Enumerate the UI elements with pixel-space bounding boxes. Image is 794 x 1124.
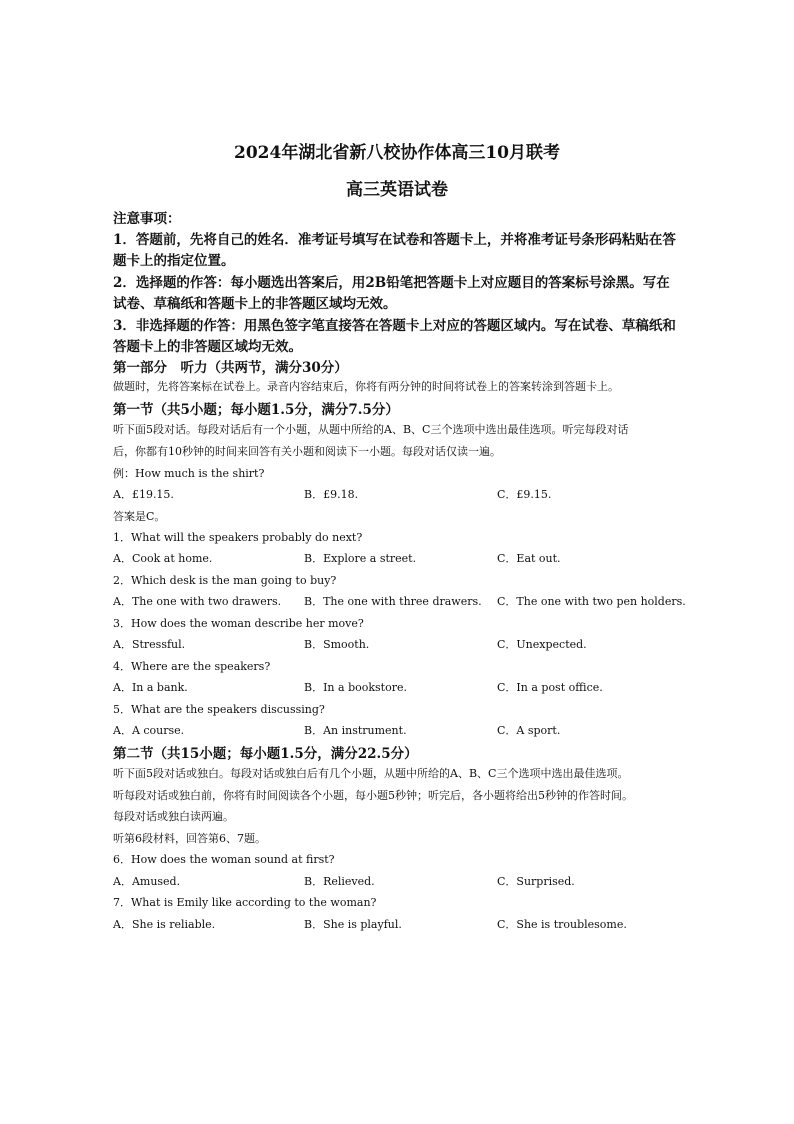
question-4: 4．Where are the speakers? [113,660,271,673]
q3-option-a: A．Stressful. [113,638,186,651]
question-1: 1．What will the speakers probably do next? [113,531,363,544]
notes-line: 1．答题前，先将自己的姓名．准考证号填写在试卷和答题卡上，并将准考证号条形码粘贴在答 [113,232,676,248]
notes-line: 答题卡上的非答题区域均无效。 [113,339,302,355]
question-5: 5．What are the speakers discussing? [113,703,325,716]
question-2: 2．Which desk is the man going to buy? [113,574,337,587]
q4-option-c: C．In a post office. [497,681,603,694]
q2-option-a: A．The one with two drawers. [113,595,282,608]
question-6: 6．How does the woman sound at first? [113,853,335,866]
example-option-a: A．£19.15. [113,488,174,501]
part1-instruction: 做题时，先将答案标在试卷上。录音内容结束后，你将有两分钟的时间将试卷上的答案转涂到答题卡上。 [113,380,619,393]
q4-option-b: B．In a bookstore. [304,681,407,694]
question-3: 3．How does the woman describe her move? [113,617,364,630]
q5-option-a: A．A course. [113,724,185,737]
section1-heading: 第一节（共5小题；每小题1.5分，满分7.5分） [113,402,399,418]
q1-option-c: C．Eat out. [497,552,561,565]
q6-option-c: C．Surprised. [497,875,575,888]
q1-option-b: B．Explore a street. [304,552,417,565]
q7-option-a: A．She is reliable. [113,918,216,931]
example-option-b: B．£9.18. [304,488,359,501]
q4-option-a: A．In a bank. [113,681,188,694]
q6-option-b: B．Relieved. [304,875,375,888]
notes-line: 2．选择题的作答：每小题选出答案后，用2B铅笔把答题卡上对应题目的答案标号涂黑。写在 [113,275,670,291]
example-option-c: C．£9.15. [497,488,552,501]
q3-option-c: C．Unexpected. [497,638,587,651]
q5-option-c: C．A sport. [497,724,561,737]
q5-option-b: B．An instrument. [304,724,407,737]
example-question: 例：How much is the shirt? [113,467,265,480]
q7-option-b: B．She is playful. [304,918,402,931]
notes-line: 3．非选择题的作答：用黑色签字笔直接答在答题卡上对应的答题区域内。写在试卷、草稿纸和 [113,318,676,334]
material-note: 听第6段材料，回答第6、7题。 [113,832,266,845]
question-7: 7．What is Emily like according to the woman? [113,896,377,909]
exam-title: 2024年湖北省新八校协作体高三10月联考 [234,143,560,163]
q6-option-a: A．Amused. [113,875,181,888]
notes-line: 试卷、草稿纸和答题卡上的非答题区域均无效。 [113,296,397,312]
q1-option-a: A．Cook at home. [113,552,213,565]
part1-heading: 第一部分 听力（共两节，满分30分） [113,360,348,376]
section2-instruction: 听下面5段对话或独白。每段对话或独白后有几个小题，从题中所给的A、B、C三个选项中选出最佳选项。 [113,767,629,780]
q3-option-b: B．Smooth. [304,638,370,651]
section2-instruction: 每段对话或独白读两遍。 [113,810,234,823]
q7-option-c: C．She is troublesome. [497,918,627,931]
exam-subtitle: 高三英语试卷 [346,180,448,200]
notes-heading: 注意事项： [113,211,181,227]
section2-heading: 第二节（共15小题；每小题1.5分，满分22.5分） [113,746,418,762]
example-answer: 答案是C。 [113,510,166,523]
notes-line: 题卡上的指定位置。 [113,253,235,269]
q2-option-c: C．The one with two pen holders. [497,595,686,608]
section1-instruction: 后，你都有10秒钟的时间来回答有关小题和阅读下一小题。每段对话仅读一遍。 [113,445,501,458]
q2-option-b: B．The one with three drawers. [304,595,482,608]
section2-instruction: 听每段对话或独白前，你将有时间阅读各个小题，每小题5秒钟；听完后，各小题将给出5秒钟的作答时间。 [113,789,633,802]
section1-instruction: 听下面5段对话。每段对话后有一个小题，从题中所给的A、B、C三个选项中选出最佳选项。听完每段对话 [113,423,629,436]
